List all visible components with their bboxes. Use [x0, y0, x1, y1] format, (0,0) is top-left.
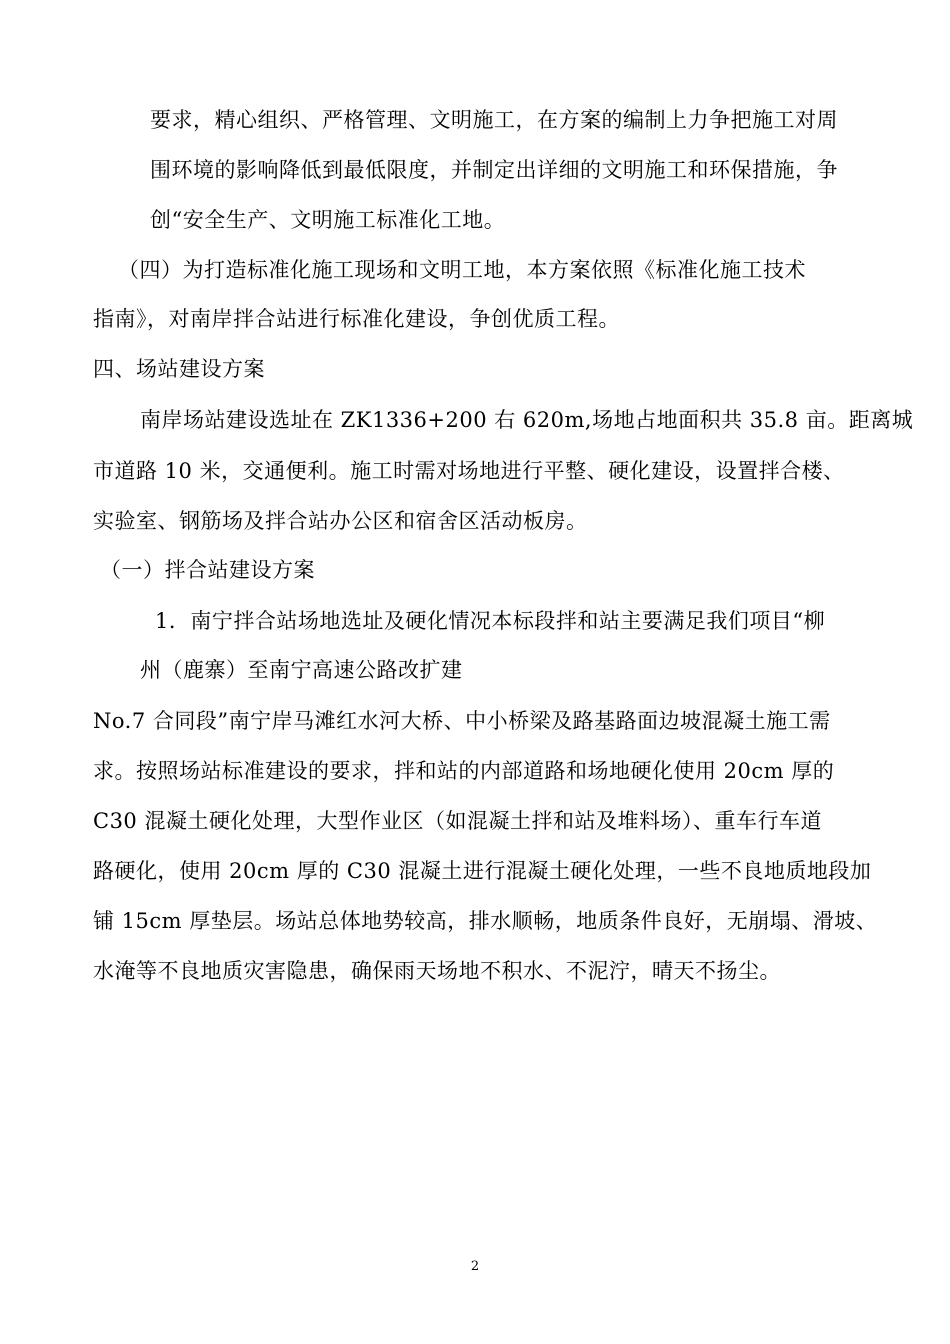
paragraph-4-line-8: 水淹等不良地质灾害隐患，确保雨天场地不积水、不泥泞，晴天不扬尘。 — [93, 959, 781, 983]
section-heading: 四、场站建设方案 — [93, 357, 265, 381]
paragraph-4-line-6: 路硬化，使用 20cm 厚的 C30 混凝土进行混凝土硬化处理，一些不良地质地段加 — [93, 859, 872, 883]
paragraph-3-line-3: 实验室、钢筋场及拌合站办公区和宿舍区活动板房。 — [93, 509, 588, 533]
paragraph-4-line-1: 1．南宁拌合站场地选址及硬化情况本标段拌和站主要满足我们项目“柳 — [155, 609, 826, 633]
paragraph-4-line-5: C30 混凝土硬化处理，大型作业区（如混凝土拌和站及堆料场）、重车行车道 — [93, 809, 822, 833]
page-number: 2 — [470, 1259, 480, 1274]
paragraph-4-line-4: 求。按照场站标准建设的要求，拌和站的内部道路和场地硬化使用 20cm 厚的 — [93, 759, 835, 783]
paragraph-2-line-1: （四）为打造标准化施工现场和文明工地，本方案依照《标准化施工技术 — [118, 258, 806, 282]
paragraph-4-line-3: No.7 合同段”南宁岸马滩红水河大桥、中小桥梁及路基路面边坡混凝土施工需 — [93, 709, 831, 733]
paragraph-4-line-2: 州（鹿寨）至南宁高速公路改扩建 — [140, 658, 463, 682]
paragraph-1-line-1: 要求，精心组织、严格管理、文明施工，在方案的编制上力争把施工对周 — [150, 108, 838, 132]
paragraph-1-line-3: 创“安全生产、文明施工标准化工地。 — [150, 208, 506, 232]
paragraph-1-line-2: 围环境的影响降低到最低限度，并制定出详细的文明施工和环保措施，争 — [150, 158, 838, 182]
paragraph-4-line-7: 铺 15cm 厚垫层。场站总体地势较高，排水顺畅，地质条件良好，无崩塌、滑坡、 — [93, 909, 878, 933]
paragraph-2-line-2: 指南》，对南岸拌合站进行标准化建设，争创优质工程。 — [93, 307, 620, 331]
paragraph-3-line-1: 南岸场站建设选址在 ZK1336+200 右 620m,场地占地面积共 35.8 亩。距离城 — [140, 408, 914, 432]
paragraph-3-line-2: 市道路 10 米，交通便利。施工时需对场地进行平整、硬化建设，设置拌合楼、 — [93, 459, 845, 483]
subsection-heading: （一）拌合站建设方案 — [100, 558, 315, 582]
